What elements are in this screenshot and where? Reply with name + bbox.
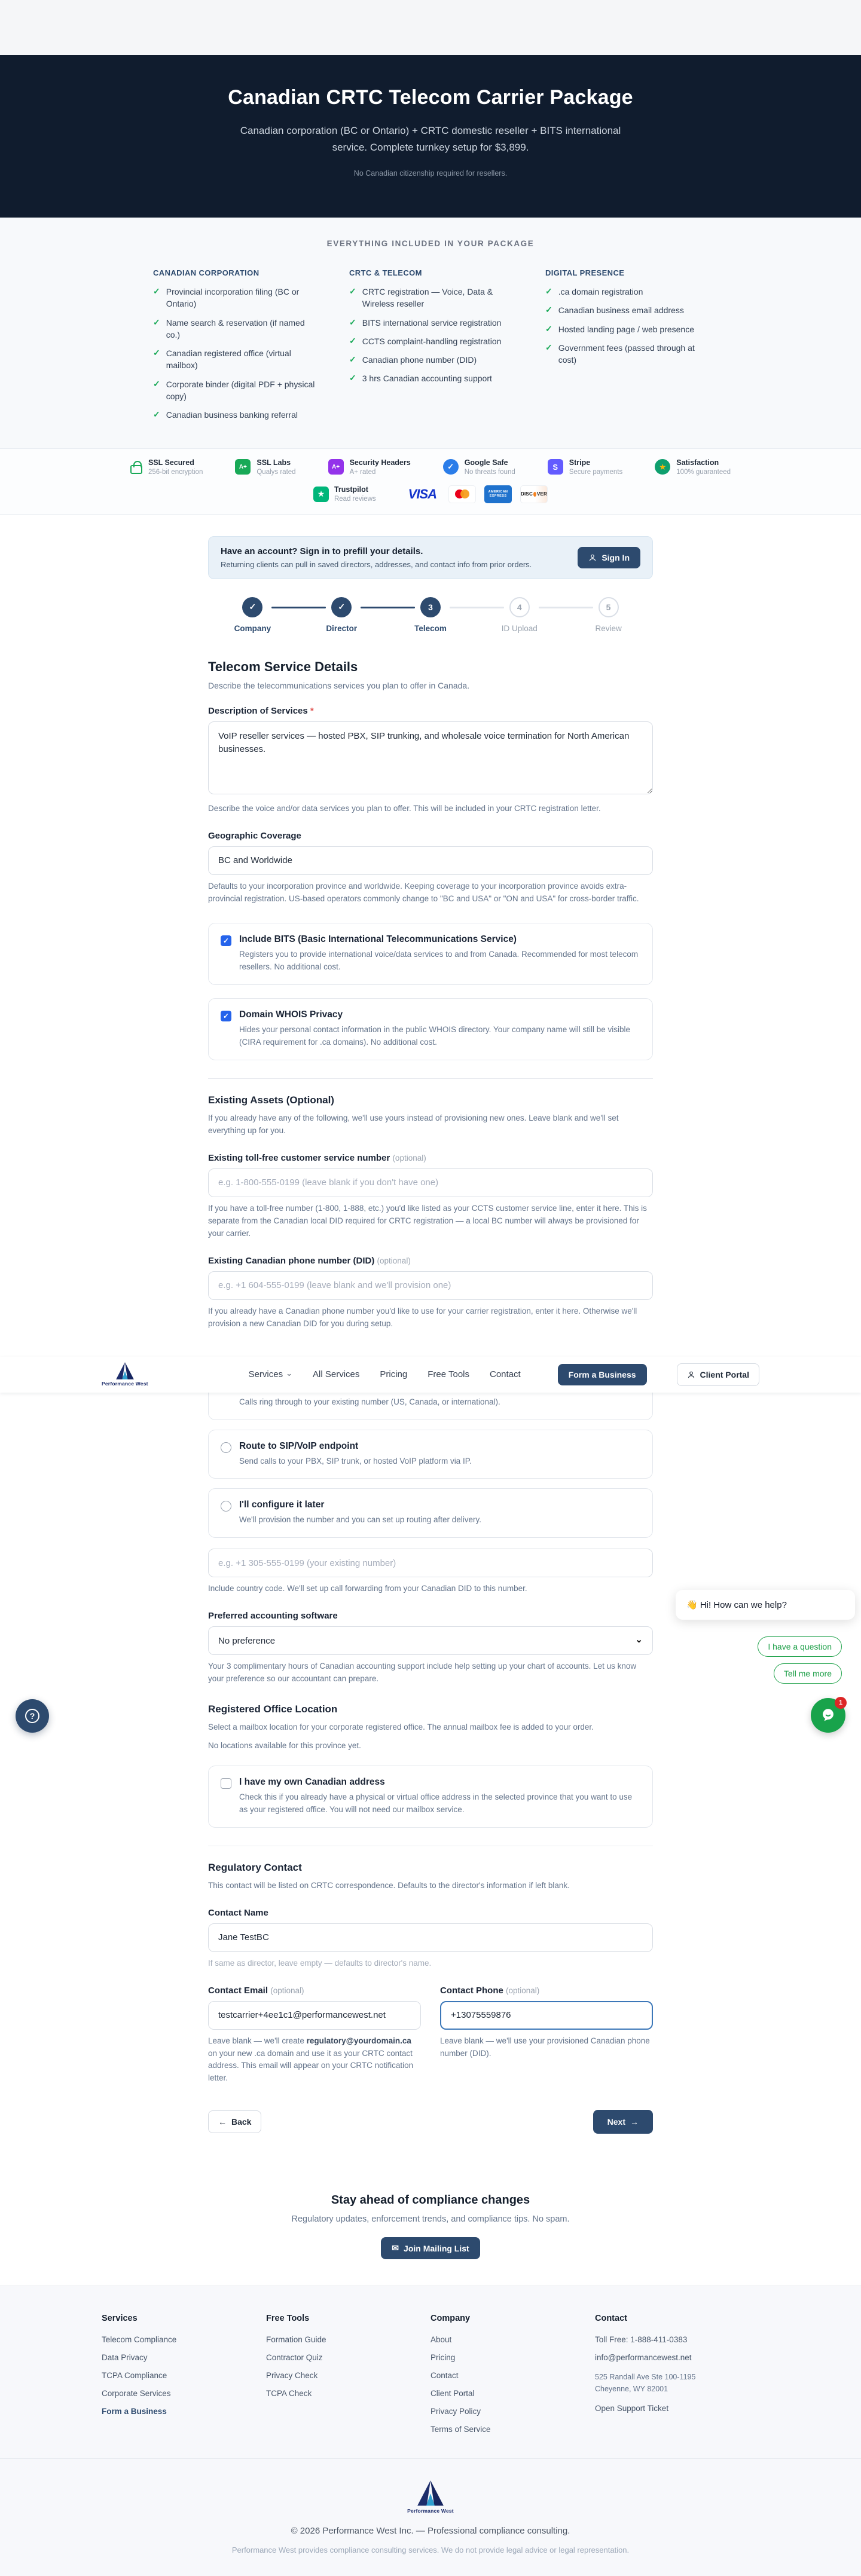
contact-email-input[interactable] <box>208 2001 421 2030</box>
package-includes-section <box>0 218 861 448</box>
bits-option-card[interactable] <box>208 923 653 985</box>
radio-icon[interactable] <box>221 1442 231 1453</box>
check-icon: ✓ <box>153 286 160 296</box>
check-icon: ✓ <box>545 342 552 352</box>
footer-col-company: Company About Pricing Contact Client Portal Privacy Policy Terms of Service <box>430 2314 595 2443</box>
included-item: ✓ Corporate binder (digital PDF + physical copy) <box>153 378 316 403</box>
chevron-down-icon: ⌄ <box>635 1635 643 1645</box>
contact-email-helper: Leave blank — we'll create regulatory@yourdomain.ca on your new .ca domain and use it as your CRTC contact address. This email will appear on your CRTC notification letter. <box>208 2036 414 2083</box>
visa-logo: VISA <box>408 486 437 501</box>
footer-link[interactable]: TCPA Check <box>266 2389 312 2398</box>
step-check-icon: ✓ <box>242 597 262 617</box>
chat-launcher-button[interactable] <box>811 1698 845 1733</box>
page-subtitle: Describe the telecommunications services you plan to offer in Canada. <box>208 680 470 690</box>
footer-link[interactable]: Telecom Compliance <box>102 2335 177 2345</box>
contact-name-helper: If same as director, leave empty — defaults to director's name. <box>208 1958 432 1968</box>
top-spacer <box>0 0 861 55</box>
footer-link[interactable]: Contractor Quiz <box>266 2353 323 2363</box>
mastercard-logo <box>448 485 476 503</box>
progress-stepper <box>208 597 653 633</box>
check-icon: ✓ <box>545 286 552 296</box>
accounting-label: Preferred accounting software <box>208 1611 338 1622</box>
newsletter-section <box>0 2173 861 2286</box>
did-label: Existing Canadian phone number (DID) (optional) <box>208 1255 411 1266</box>
step-id-upload[interactable]: 4 ID Upload <box>475 597 564 633</box>
help-button[interactable] <box>16 1699 49 1733</box>
nav-all-services[interactable]: All Services <box>313 1369 360 1380</box>
signin-title: Have an account? Sign in to prefill your details. <box>221 546 423 556</box>
includes-column-title: CANADIAN CORPORATION <box>153 268 259 277</box>
includes-column-title: CRTC & TELECOM <box>349 268 422 277</box>
included-item: ✓ .ca domain registration <box>545 286 708 298</box>
tollfree-input[interactable] <box>208 1168 653 1197</box>
trust-badge-google-safe: ✓ Google Safe No threats found <box>443 458 515 476</box>
included-item: ✓ Hosted landing page / web presence <box>545 323 708 335</box>
contact-name-label: Contact Name <box>208 1907 268 1918</box>
footer-link[interactable]: Corporate Services <box>102 2389 171 2398</box>
chat-reply-question-button[interactable]: I have a question <box>758 1636 842 1657</box>
check-icon: ✓ <box>545 323 552 334</box>
includes-column-title: DIGITAL PRESENCE <box>545 268 625 277</box>
included-item: ✓ 3 hrs Canadian accounting support <box>349 372 512 384</box>
step-director[interactable]: ✓ Director <box>297 597 386 633</box>
check-icon: ✓ <box>545 305 552 315</box>
included-item: ✓ CRTC registration — Voice, Data & Wireless reseller <box>349 286 512 310</box>
existing-assets-heading: Existing Assets (Optional) <box>208 1094 334 1106</box>
office-desc: Select a mailbox location for your corporate registered office. The annual mailbox fee is added to your order. <box>208 1723 594 1732</box>
step-company[interactable]: ✓ Company <box>208 597 297 633</box>
nav-free-tools[interactable]: Free Tools <box>428 1369 469 1380</box>
signin-subtitle: Returning clients can pull in saved directors, addresses, and contact info from prior orders. <box>221 559 532 569</box>
routing-option-forward-card[interactable] <box>208 1393 653 1420</box>
includes-column-digital <box>545 268 708 428</box>
check-circle-icon: ✓ <box>443 459 459 475</box>
divider <box>208 1078 653 1079</box>
did-input[interactable] <box>208 1271 653 1300</box>
contact-name-input[interactable] <box>208 1923 653 1952</box>
included-item: ✓ BITS international service registration <box>349 317 512 329</box>
included-item: ✓ Government fees (passed through at cost) <box>545 342 708 366</box>
footer-link[interactable]: About <box>430 2335 452 2345</box>
notification-badge: 1 <box>835 1697 847 1709</box>
footer-link[interactable]: TCPA Compliance <box>102 2371 167 2381</box>
description-textarea[interactable] <box>208 721 653 794</box>
grade-icon: A+ <box>235 459 251 475</box>
did-helper: If you already have a Canadian phone number you'd like to use for your carrier registration, enter it here. Otherwise we'll provision a new Canadian DID for you during setup. <box>208 1306 637 1328</box>
included-item: ✓ Canadian business email address <box>545 304 708 316</box>
bits-title: Include BITS (Basic International Telecommunications Service) <box>239 934 517 945</box>
office-heading: Registered Office Location <box>208 1703 338 1715</box>
performance-west-logo-icon <box>416 2480 445 2507</box>
existing-assets-intro: If you already have any of the following, we'll use yours instead of provisioning new ones. Leave blank and we'll set everything up for you. <box>208 1113 619 1136</box>
amex-logo: AMERICAN EXPRESS <box>484 485 512 503</box>
check-icon: ✓ <box>349 335 356 345</box>
arrow-right-icon: → <box>630 2117 639 2127</box>
checkbox-checked-icon[interactable]: ✓ <box>221 1011 231 1021</box>
hero-note: No Canadian citizenship required for resellers. <box>353 169 508 178</box>
step-telecom[interactable]: 3 Telecom <box>386 597 475 633</box>
question-icon: ? <box>25 1709 39 1723</box>
contact-email-label: Contact Email (optional) <box>208 1985 304 1996</box>
main-content <box>0 536 861 2174</box>
includes-column-corporation <box>153 268 316 428</box>
check-icon: ✓ <box>349 354 356 365</box>
included-item: ✓ CCTS complaint-handling registration <box>349 335 512 347</box>
included-item: ✓ Canadian business banking referral <box>153 409 316 421</box>
nav-pricing[interactable]: Pricing <box>380 1369 408 1380</box>
footer-address: 525 Randall Ave Ste 100-1195 Cheyenne, WY 82001 <box>595 2373 696 2394</box>
checkbox-checked-icon[interactable]: ✓ <box>221 935 231 946</box>
step-check-icon: ✓ <box>331 597 352 617</box>
routing-option-sip-card[interactable]: Route to SIP/VoIP endpoint Send calls to your PBX, SIP trunk, or hosted VoIP platform via IP. <box>208 1430 653 1479</box>
regulatory-heading: Regulatory Contact <box>208 1861 302 1873</box>
trust-strip <box>0 448 861 515</box>
nav-services[interactable]: Services ⌄ <box>248 1369 293 1380</box>
footer-link[interactable]: Privacy Policy <box>430 2407 481 2416</box>
performance-west-logo-icon <box>115 1362 135 1380</box>
person-icon <box>588 553 597 562</box>
stripe-icon: S <box>548 459 563 475</box>
footer-link[interactable]: Terms of Service <box>430 2425 491 2434</box>
included-item: ✓ Name search & reservation (if named co.) <box>153 317 316 341</box>
check-icon: ✓ <box>349 373 356 383</box>
includes-heading: EVERYTHING INCLUDED IN YOUR PACKAGE <box>326 239 535 248</box>
footer-col-contact: Contact Toll Free: 1-888-411-0383 info@performancewest.net 525 Randall Ave Ste 100-1195 Cheyenne, WY 82001 Open Support Ticket <box>595 2314 759 2443</box>
arrow-left-icon: ← <box>218 2117 227 2127</box>
trust-badge-security-headers: A+ Security Headers A+ rated <box>328 458 411 476</box>
whois-desc: Hides your personal contact information in the public WHOIS directory. Your company name will still be visible (CIRA requirement for .ca domains). No additional cost. <box>239 1025 631 1047</box>
accounting-select[interactable]: No preference ⌄ <box>208 1626 653 1655</box>
footer-link[interactable]: Contact <box>430 2371 459 2381</box>
tollfree-label: Existing toll-free customer service number (optional) <box>208 1152 426 1163</box>
step-number: 4 <box>509 597 530 617</box>
forward-number-input[interactable] <box>208 1549 653 1577</box>
footer-link[interactable]: Data Privacy <box>102 2353 148 2363</box>
included-item: ✓ Canadian registered office (virtual mailbox) <box>153 347 316 372</box>
join-mailing-list-button[interactable]: ✉ Join Mailing List <box>381 2237 480 2259</box>
coverage-input[interactable] <box>208 846 653 875</box>
whois-option-card[interactable] <box>208 998 653 1060</box>
coverage-helper: Defaults to your incorporation province and worldwide. Keeping coverage to your incorporation province avoids extra-provincial registration. US-based operators commonly change to "BC and USA" or "ON and USA" for cross-border traffic. <box>208 881 639 903</box>
footer <box>0 2286 861 2576</box>
chat-greeting-bubble: 👋 Hi! How can we help? <box>676 1590 855 1620</box>
contact-phone-helper: Leave blank — we'll use your provisioned Canadian phone number (DID). <box>440 2036 650 2058</box>
next-button[interactable]: Next → <box>593 2110 653 2134</box>
includes-column-telecom <box>349 268 512 428</box>
site-navbar <box>0 1357 861 1393</box>
hero-title: Canadian CRTC Telecom Carrier Package <box>228 86 633 109</box>
trust-badge-ssllabs: A+ SSL Labs Qualys rated <box>235 458 295 476</box>
footer-col-services: Services Telecom Compliance Data Privacy TCPA Compliance Corporate Services Form a Business <box>102 2314 266 2443</box>
included-item: ✓ Canadian phone number (DID) <box>349 354 512 366</box>
trust-badge-ssl: SSL Secured 256-bit encryption <box>130 458 203 476</box>
brand-logo[interactable] <box>102 1362 148 1387</box>
bits-desc: Registers you to provide international voice/data services to and from Canada. Recommended for most telecom resellers. No additional cost. <box>239 950 639 972</box>
newsletter-heading: Stay ahead of compliance changes <box>331 2193 530 2207</box>
chat-bubble-icon <box>819 1706 837 1724</box>
check-icon: ✓ <box>153 409 160 420</box>
footer-link[interactable]: Formation Guide <box>266 2335 326 2345</box>
grade-icon: A+ <box>328 459 344 475</box>
disclaimer: Performance West provides compliance consulting services. We do not provide legal advice or legal representation. <box>231 2546 630 2555</box>
discover-dot-icon <box>533 492 536 497</box>
footer-logo <box>0 2480 861 2514</box>
routing-option-later-card[interactable]: I'll configure it later We'll provision the number and you can set up routing after delivery. <box>208 1488 653 1538</box>
accounting-helper: Your 3 complimentary hours of Canadian accounting support include help setting up your chart of accounts. Let us know your preference so our accountant can prepare. <box>208 1662 637 1684</box>
description-helper: Describe the voice and/or data services you plan to offer. This will be included in your CRTC registration letter. <box>208 803 601 813</box>
footer-email-link[interactable]: info@performancewest.net <box>595 2353 692 2363</box>
tollfree-helper: If you have a toll-free number (1-800, 1-888, etc.) you'd like listed as your CCTS customer service line, enter it here. This is separate from the Canadian local DID required for CRTC registration — a local BC number will always be provisioned for your carrier. <box>208 1203 647 1238</box>
chat-reply-more-button[interactable]: Tell me more <box>774 1663 842 1684</box>
regulatory-desc: This contact will be listed on CRTC correspondence. Defaults to the director's information if left blank. <box>208 1880 570 1890</box>
back-button[interactable]: ← Back <box>208 2110 261 2133</box>
check-icon: ✓ <box>153 378 160 388</box>
footer-link[interactable]: Privacy Check <box>266 2371 318 2381</box>
footer-link[interactable]: Pricing <box>430 2353 456 2363</box>
hero-subtitle: Canadian corporation (BC or Ontario) + CRTC domestic reseller + BITS international service. Complete turnkey setup for $3,899. <box>240 125 621 154</box>
copyright: © 2026 Performance West Inc. — Professional compliance consulting. <box>291 2526 570 2537</box>
discover-logo: DISC VER <box>520 485 548 503</box>
footer-support-link[interactable]: Open Support Ticket <box>595 2404 669 2413</box>
chevron-down-icon: ⌄ <box>286 1369 293 1378</box>
mail-icon: ✉ <box>392 2243 399 2253</box>
page-title: Telecom Service Details <box>208 659 358 674</box>
checkbox-unchecked-icon[interactable] <box>221 1778 231 1789</box>
own-address-card[interactable]: I have my own Canadian address Check this if you already have a physical or virtual office address in the selected province that you want to use as your registered office. You will not need our mailbox service. <box>208 1766 653 1828</box>
trustpilot-badge: ★ Trustpilot Read reviews <box>313 485 376 503</box>
form-a-business-button[interactable]: Form a Business <box>558 1364 647 1385</box>
footer-link-form-a-business[interactable]: Form a Business <box>102 2407 167 2416</box>
description-label: Description of Services * <box>208 705 314 716</box>
whois-title: Domain WHOIS Privacy <box>239 1009 343 1020</box>
trustpilot-star-icon: ★ <box>313 487 329 502</box>
coverage-label: Geographic Coverage <box>208 830 301 841</box>
contact-phone-label: Contact Phone (optional) <box>440 1985 540 1996</box>
footer-col-free-tools: Free Tools Formation Guide Contractor Quiz Privacy Check TCPA Check <box>266 2314 430 2443</box>
client-portal-button[interactable]: Client Portal <box>677 1363 759 1386</box>
check-icon: ✓ <box>349 286 356 296</box>
footer-link[interactable]: Client Portal <box>430 2389 475 2398</box>
radio-icon[interactable] <box>221 1501 231 1512</box>
footer-phone-link[interactable]: Toll Free: 1-888-411-0383 <box>595 2335 688 2345</box>
check-icon: ✓ <box>153 348 160 358</box>
forward-number-helper: Include country code. We'll set up call forwarding from your Canadian DID to this number. <box>208 1584 527 1593</box>
office-empty-note: No locations available for this province yet. <box>208 1741 361 1751</box>
step-number: 5 <box>599 597 619 617</box>
signin-banner <box>208 536 653 579</box>
contact-phone-input[interactable] <box>440 2001 653 2030</box>
hero-section <box>0 55 861 218</box>
sign-in-button[interactable]: Sign In <box>578 547 640 568</box>
trust-badge-satisfaction: ★ Satisfaction 100% guaranteed <box>655 458 731 476</box>
check-icon: ✓ <box>349 317 356 327</box>
step-review[interactable]: 5 Review <box>564 597 653 633</box>
check-icon: ✓ <box>153 317 160 327</box>
brand-name: Performance West <box>407 2508 454 2514</box>
lock-icon <box>130 465 142 474</box>
routing-forward-desc: Calls ring through to your existing number (US, Canada, or international). <box>239 1397 500 1406</box>
included-item: ✓ Provincial incorporation filing (BC or Ontario) <box>153 286 316 310</box>
brand-name: Performance West <box>102 1381 148 1387</box>
newsletter-subtitle: Regulatory updates, enforcement trends, and compliance tips. No spam. <box>291 2214 570 2225</box>
nav-contact[interactable]: Contact <box>490 1369 521 1380</box>
star-icon: ★ <box>655 459 670 475</box>
step-number: 3 <box>420 597 441 617</box>
person-icon <box>687 1370 695 1379</box>
trust-badge-stripe: S Stripe Secure payments <box>548 458 623 476</box>
